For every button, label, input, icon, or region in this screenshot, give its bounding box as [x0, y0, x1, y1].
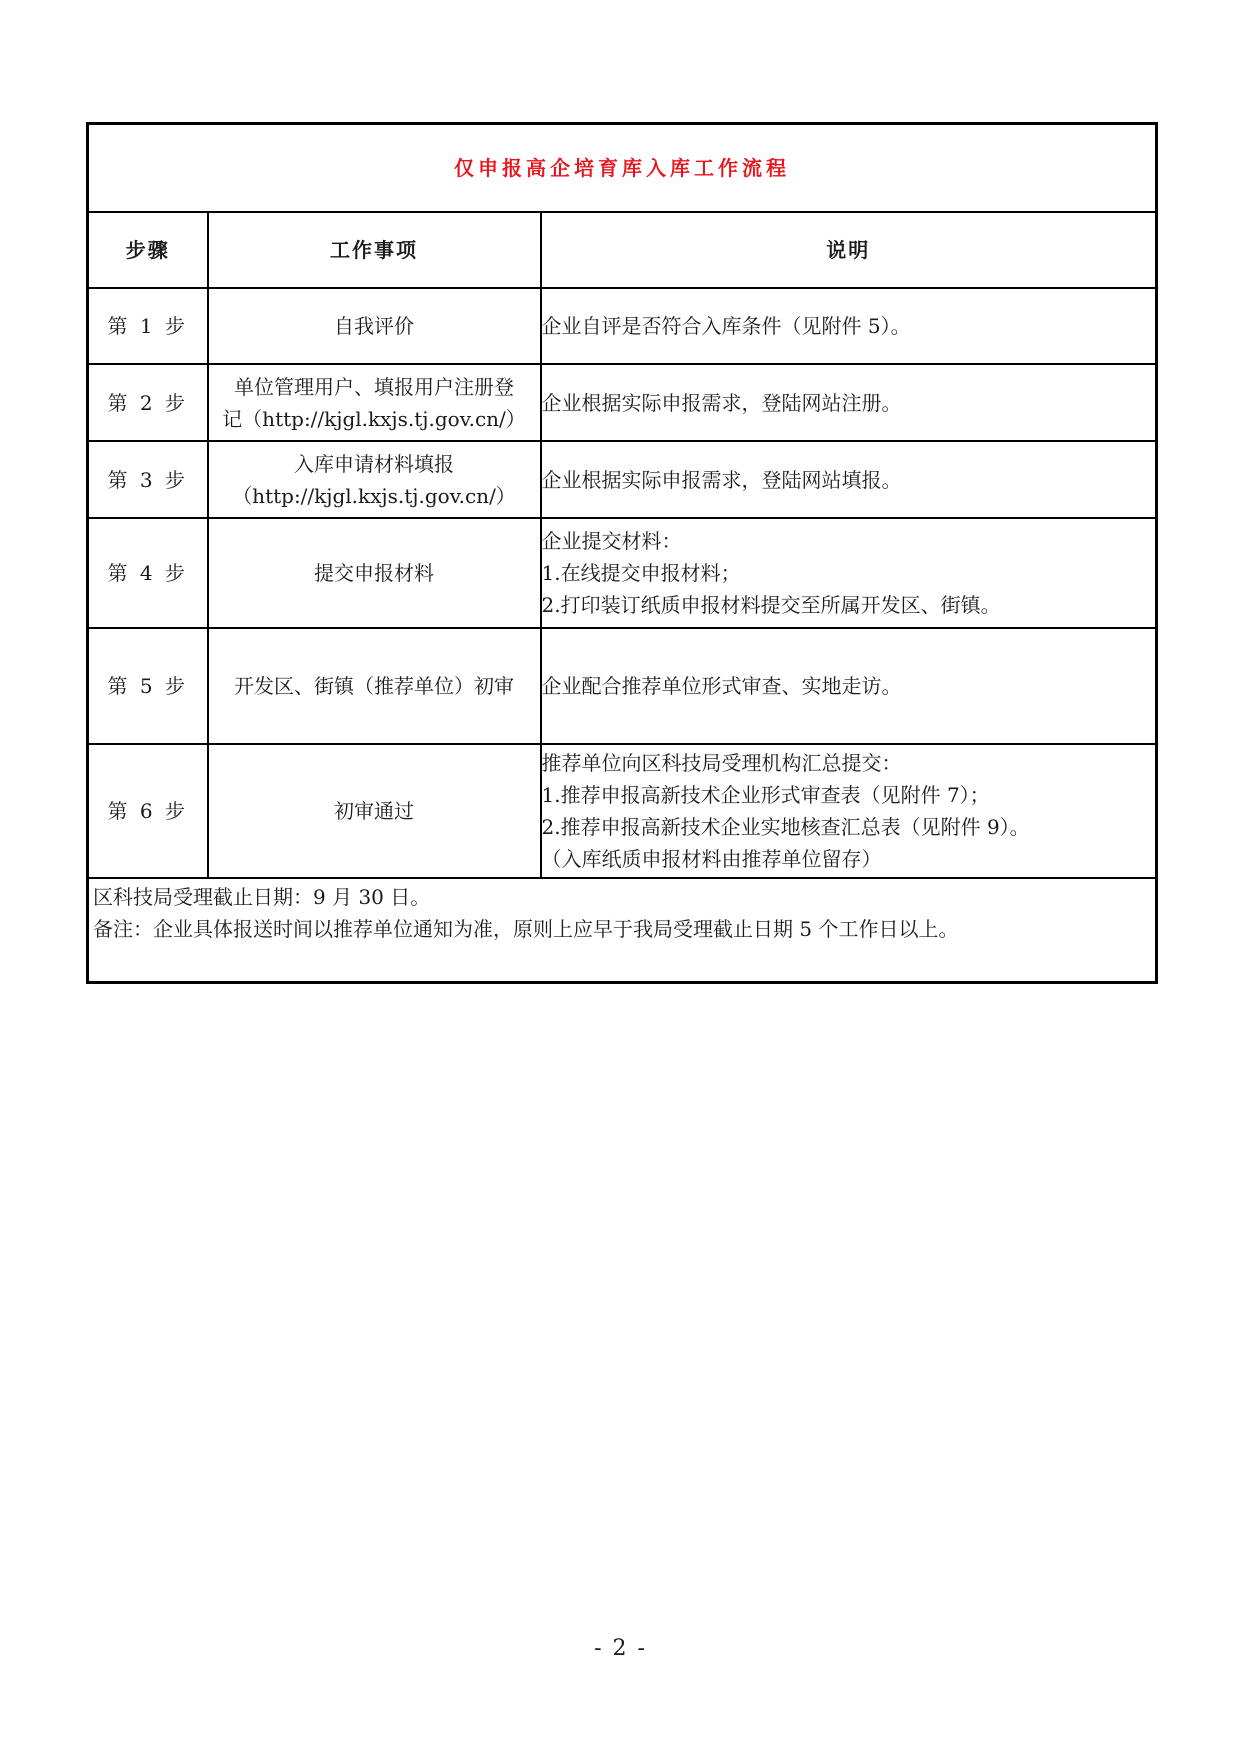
description-line: 企业根据实际申报需求，登陆网站填报。 [541, 467, 902, 492]
table-row [88, 518, 1157, 628]
table-row [88, 441, 1157, 518]
header-description: 说明 [541, 212, 1157, 288]
step-description [541, 518, 1157, 628]
table-title: 仅申报高企培育库入库工作流程 [88, 124, 1157, 213]
description-line: 企业配合推荐单位形式审查、实地走访。 [541, 674, 902, 698]
work-item-line: （http://kjgl.kxjs.tj.gov.cn/） [232, 483, 516, 508]
step-description [541, 364, 1157, 441]
footer-row [88, 878, 1157, 983]
description-line: （入库纸质申报材料由推荐单位留存） [541, 847, 882, 871]
step-label: 第 5 步 [88, 628, 208, 744]
header-step: 步骤 [88, 212, 208, 288]
step-description [541, 288, 1157, 364]
remark-text: 备注：企业具体报送时间以推荐单位通知为准，原则上应早于我局受理截止日期 5 个工作日以上。 [93, 917, 959, 941]
work-item [208, 628, 541, 744]
description-line: 企业根据实际申报需求，登陆网站注册。 [541, 390, 902, 415]
work-item [208, 518, 541, 628]
work-item-line: 初审通过 [334, 799, 414, 823]
work-item-line: 提交申报材料 [314, 561, 434, 585]
work-item [208, 441, 541, 518]
table-row [88, 744, 1157, 878]
footer-notes [88, 878, 1157, 983]
work-item [208, 288, 541, 364]
description-line: 2.打印装订纸质申报材料提交至所属开发区、街镇。 [541, 593, 1001, 617]
step-label: 第 6 步 [88, 744, 208, 878]
step-description [541, 628, 1157, 744]
workflow-table [86, 122, 1158, 984]
header-item: 工作事项 [208, 212, 541, 288]
table-row [88, 288, 1157, 364]
deadline-text: 区科技局受理截止日期：9 月 30 日。 [93, 885, 431, 909]
header-row [88, 212, 1157, 288]
table-row [88, 628, 1157, 744]
table-row [88, 364, 1157, 441]
step-label: 第 3 步 [88, 441, 208, 518]
description-line: 1.推荐申报高新技术企业形式审查表（见附件 7）； [541, 783, 990, 807]
work-item [208, 364, 541, 441]
title-row [88, 124, 1157, 213]
page-number: - 2 - [594, 1636, 647, 1661]
work-item-line: 入库申请材料填报 [294, 451, 454, 476]
step-description [541, 744, 1157, 878]
description-line: 2.推荐申报高新技术企业实地核查汇总表（见附件 9）。 [541, 815, 1030, 839]
description-line: 1.在线提交申报材料； [541, 561, 741, 585]
work-item [208, 744, 541, 878]
work-item-line: 记（http://kjgl.kxjs.tj.gov.cn/） [222, 406, 526, 431]
work-item-line: 自我评价 [334, 314, 414, 338]
work-item-line: 开发区、街镇（推荐单位）初审 [234, 674, 514, 698]
step-label: 第 4 步 [88, 518, 208, 628]
description-line: 企业自评是否符合入库条件（见附件 5）。 [541, 314, 911, 338]
step-description [541, 441, 1157, 518]
description-line: 企业提交材料： [541, 529, 682, 553]
description-line: 推荐单位向区科技局受理机构汇总提交： [541, 751, 902, 775]
step-label: 第 1 步 [88, 288, 208, 364]
step-label: 第 2 步 [88, 364, 208, 441]
work-item-line: 单位管理用户、填报用户注册登 [234, 374, 514, 399]
